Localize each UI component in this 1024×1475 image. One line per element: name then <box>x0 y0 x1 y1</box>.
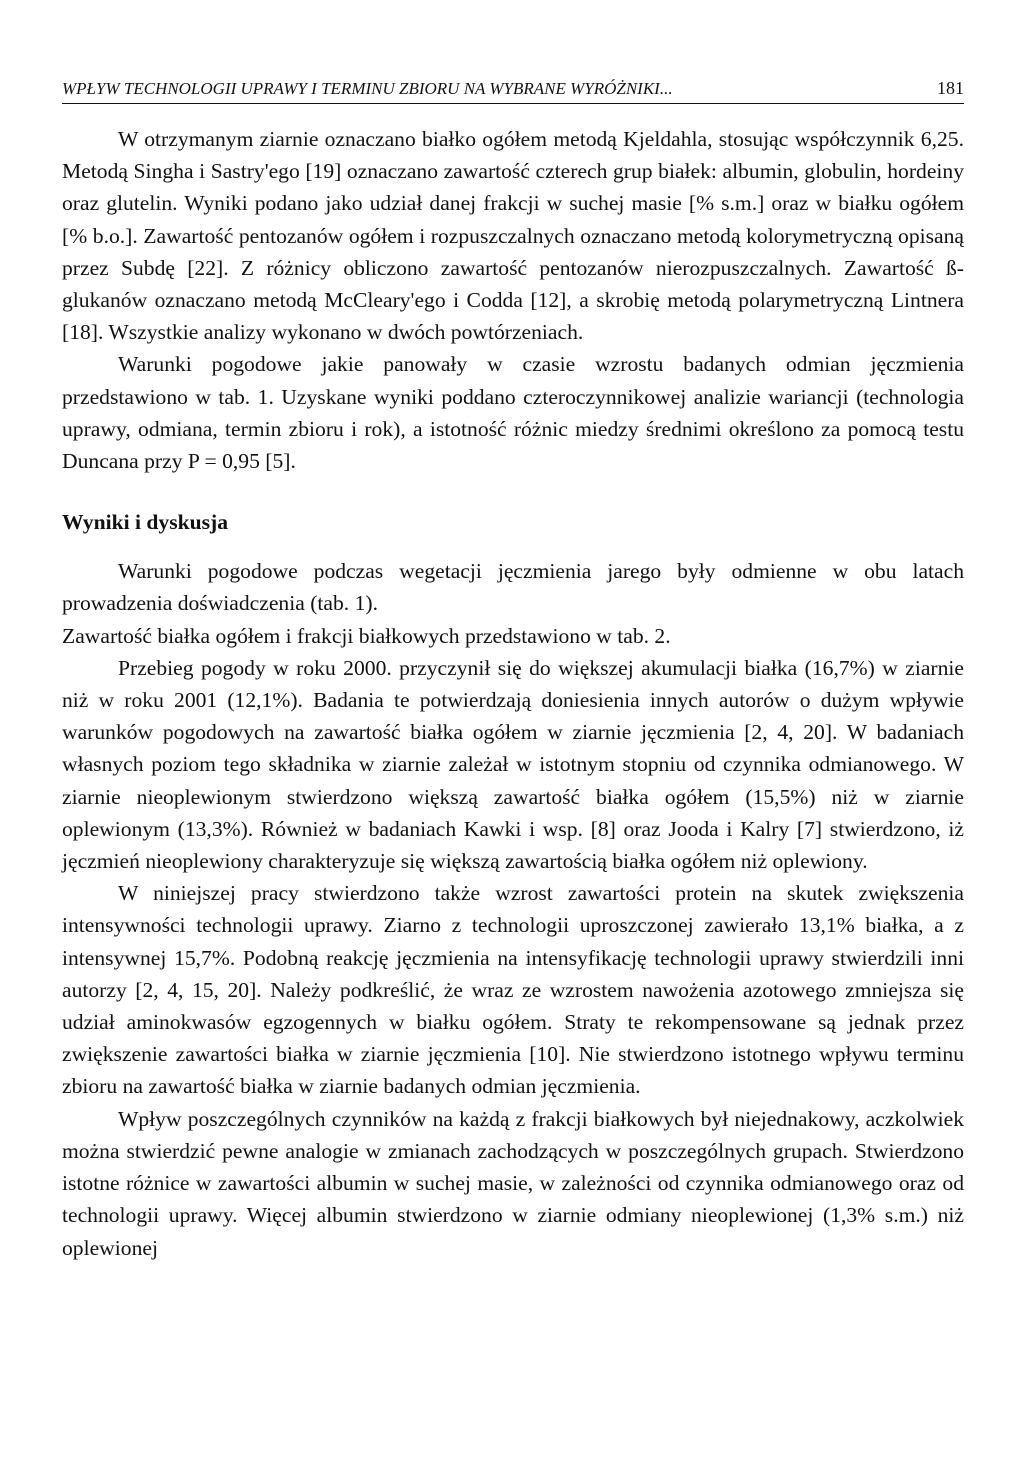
paragraph-results-3: Przebieg pogody w roku 2000. przyczynił się do większej akumulacji białka (16,7%) w ziarnie niż w roku 2001 (12,1%). Badania te potwierdzają doniesienia innych autorów o dużym wpływie warunków pogodowych na zawartość białka ogółem w ziarnie jęczmienia [2, 4, 20]. W badaniach własnych poziom tego składnika w ziarnie zależał w istotnym stopniu od czynnika odmianowego. W ziarnie nieoplewionym stwierdzono większą zawartość białka ogółem (15,5%) niż w ziarnie oplewionym (13,3%). Również w badaniach Kawki i wsp. [8] oraz Jooda i Kalry [7] stwierdzono, iż jęczmień nieoplewiony charakteryzuje się większą zawartością białka ogółem niż oplewiony. <box>62 655 964 874</box>
paragraph-results-1: Warunki pogodowe podczas wegetacji jęczmienia jarego były odmienne w obu latach prowadzenia doświadczenia (tab. 1). <box>62 559 964 616</box>
running-title: WPŁYW TECHNOLOGII UPRAWY I TERMINU ZBIORU NA WYBRANE WYRÓŻNIKI... <box>62 79 673 98</box>
paragraph-results-4: W niniejszej pracy stwierdzono także wzrost zawartości protein na skutek zwiększenia intensywności technologii uprawy. Ziarno z technologii uproszczonej zawierało 13,1% białka, a z intensywnej 15,7%. Podobną reakcję jęczmienia na intensyfikację technologii uprawy stwierdzili inni autorzy [2, 4, 15, 20]. Należy podkreślić, że wraz ze wzrostem nawożenia azotowego zmniejsza się udział aminokwasów egzogennych w białku ogółem. Straty te rekompensowane są jednak przez zwiększenie zawartości białka w ziarnie jęczmienia [10]. Nie stwierdzono istotnego wpływu terminu zbioru na zawartość białka w ziarnie badanych odmian jęczmienia. <box>62 881 964 1099</box>
paragraph-methods-1: W otrzymanym ziarnie oznaczano białko ogółem metodą Kjeldahla, stosując współczynnik 6,25. Metodą Singha i Sastry'ego [19] oznaczano zawartość czterech grup białek: albumin, globulin, hordeiny oraz glutelin. Wyniki podano jako udział danej frakcji w suchej masie [% s.m.] oraz w białku ogółem [% b.o.]. Zawartość pentozanów ogółem i rozpuszczalnych oznaczano metodą kolorymetryczną opisaną przez Subdę [22]. Z różnicy obliczono zawartość pentozanów nierozpuszczalnych. Zawartość ß-glukanów oznaczano metodą McCleary'ego i Codda [12], a skrobię metodą polarymetryczną Lintnera [18]. Wszystkie analizy wykonano w dwóch powtórzeniach. <box>62 127 964 345</box>
page-number: 181 <box>937 78 964 98</box>
document-page <box>62 78 964 1264</box>
section-heading: Wyniki i dyskusja <box>62 510 229 535</box>
paragraph-methods-2: Warunki pogodowe jakie panowały w czasie wzrostu badanych odmian jęczmienia przedstawiono w tab. 1. Uzyskane wyniki poddano czteroczynnikowej analizie wariancji (technologia uprawy, odmiana, termin zbioru i rok), a istotność różnic miedzy średnimi określono za pomocą testu Duncana przy P = 0,95 [5]. <box>62 352 964 474</box>
paragraph-results-2: Zawartość białka ogółem i frakcji białkowych przedstawiono w tab. 2. <box>62 623 671 648</box>
body-text <box>62 123 964 1264</box>
running-header <box>62 78 964 104</box>
paragraph-results-5: Wpływ poszczególnych czynników na każdą z frakcji białkowych był niejednakowy, aczkolwiek można stwierdzić pewne analogie w zmianach zachodzących w poszczególnych grupach. Stwierdzono istotne różnice w zawartości albumin w suchej masie, w zależności od czynnika odmianowego oraz od technologii uprawy. Więcej albumin stwierdzono w ziarnie odmiany nieoplewionej (1,3% s.m.) niż oplewionej <box>62 1106 964 1260</box>
